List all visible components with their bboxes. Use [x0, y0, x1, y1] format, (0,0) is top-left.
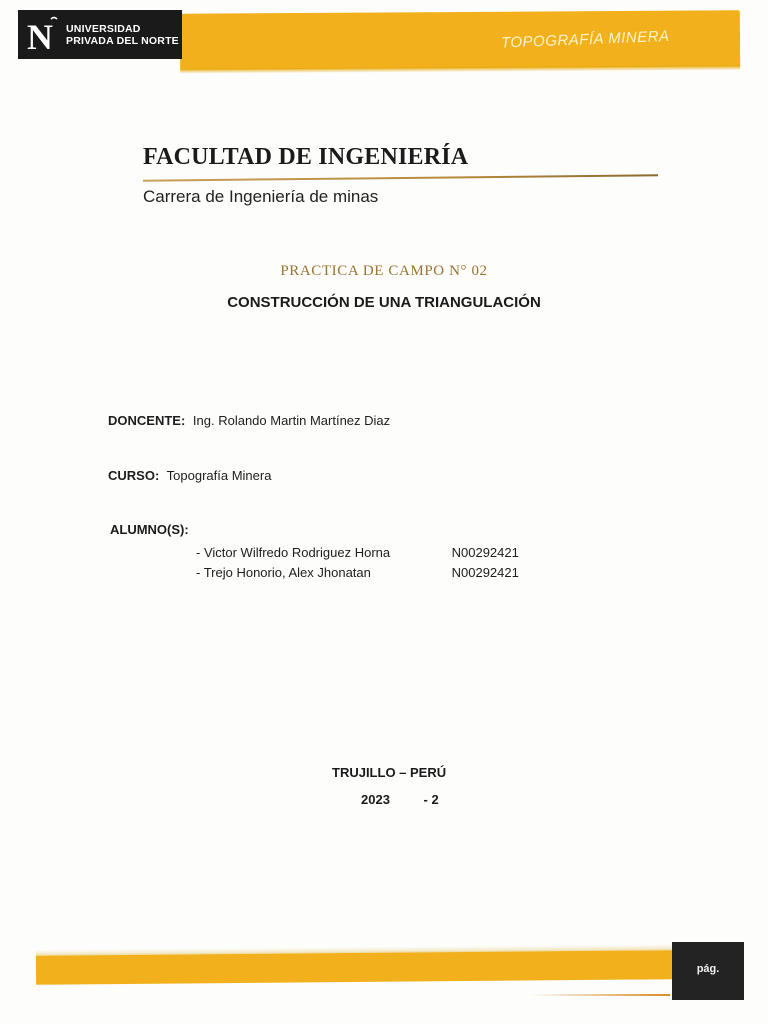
header-banner [180, 10, 740, 69]
student-name: - Trejo Honorio, Alex Jhonatan [196, 565, 371, 580]
project-title: CONSTRUCCIÓN DE UNA TRIANGULACIÓN [227, 294, 541, 311]
term: - 2 [423, 792, 439, 807]
upn-n-logo-icon [24, 15, 62, 55]
university-name-line1: UNIVERSIDAD [66, 22, 141, 35]
course-banner-text: TOPOGRAFÍA MINERA [501, 27, 671, 52]
curso-label: CURSO: [108, 468, 160, 483]
footer-banner [36, 949, 676, 985]
university-logo [18, 10, 182, 59]
student-code: N00292421 [451, 565, 519, 580]
academic-period [361, 792, 439, 807]
page-number-tab [672, 942, 744, 1000]
practice-number: PRACTICA DE CAMPO N° 02 [280, 263, 488, 279]
student-row [196, 545, 536, 560]
docente-line [108, 413, 390, 428]
university-name [66, 23, 179, 47]
university-name-line2: PRIVADA DEL NORTE [66, 34, 179, 47]
student-row [196, 565, 536, 580]
student-name: - Victor Wilfredo Rodriguez Horna [196, 545, 391, 560]
docente-value: Ing. Rolando Martin Martínez Diaz [192, 413, 391, 428]
docente-label: DONCENTE: [108, 413, 186, 428]
career-subtitle: Carrera de Ingeniería de minas [143, 187, 379, 206]
faculty-title: FACULTAD DE INGENIERÍA [143, 144, 469, 170]
curso-value: Topografía Minera [166, 468, 272, 483]
year: 2023 [361, 792, 390, 807]
student-code: N00292421 [451, 545, 519, 560]
page-label: pág. [696, 963, 720, 975]
svg-text:N: N [27, 16, 53, 55]
alumnos-label: ALUMNO(S): [110, 522, 189, 537]
location: TRUJILLO – PERÚ [332, 765, 447, 780]
footer-accent-line [530, 994, 670, 996]
faculty-divider [143, 174, 658, 181]
curso-line [108, 468, 271, 483]
